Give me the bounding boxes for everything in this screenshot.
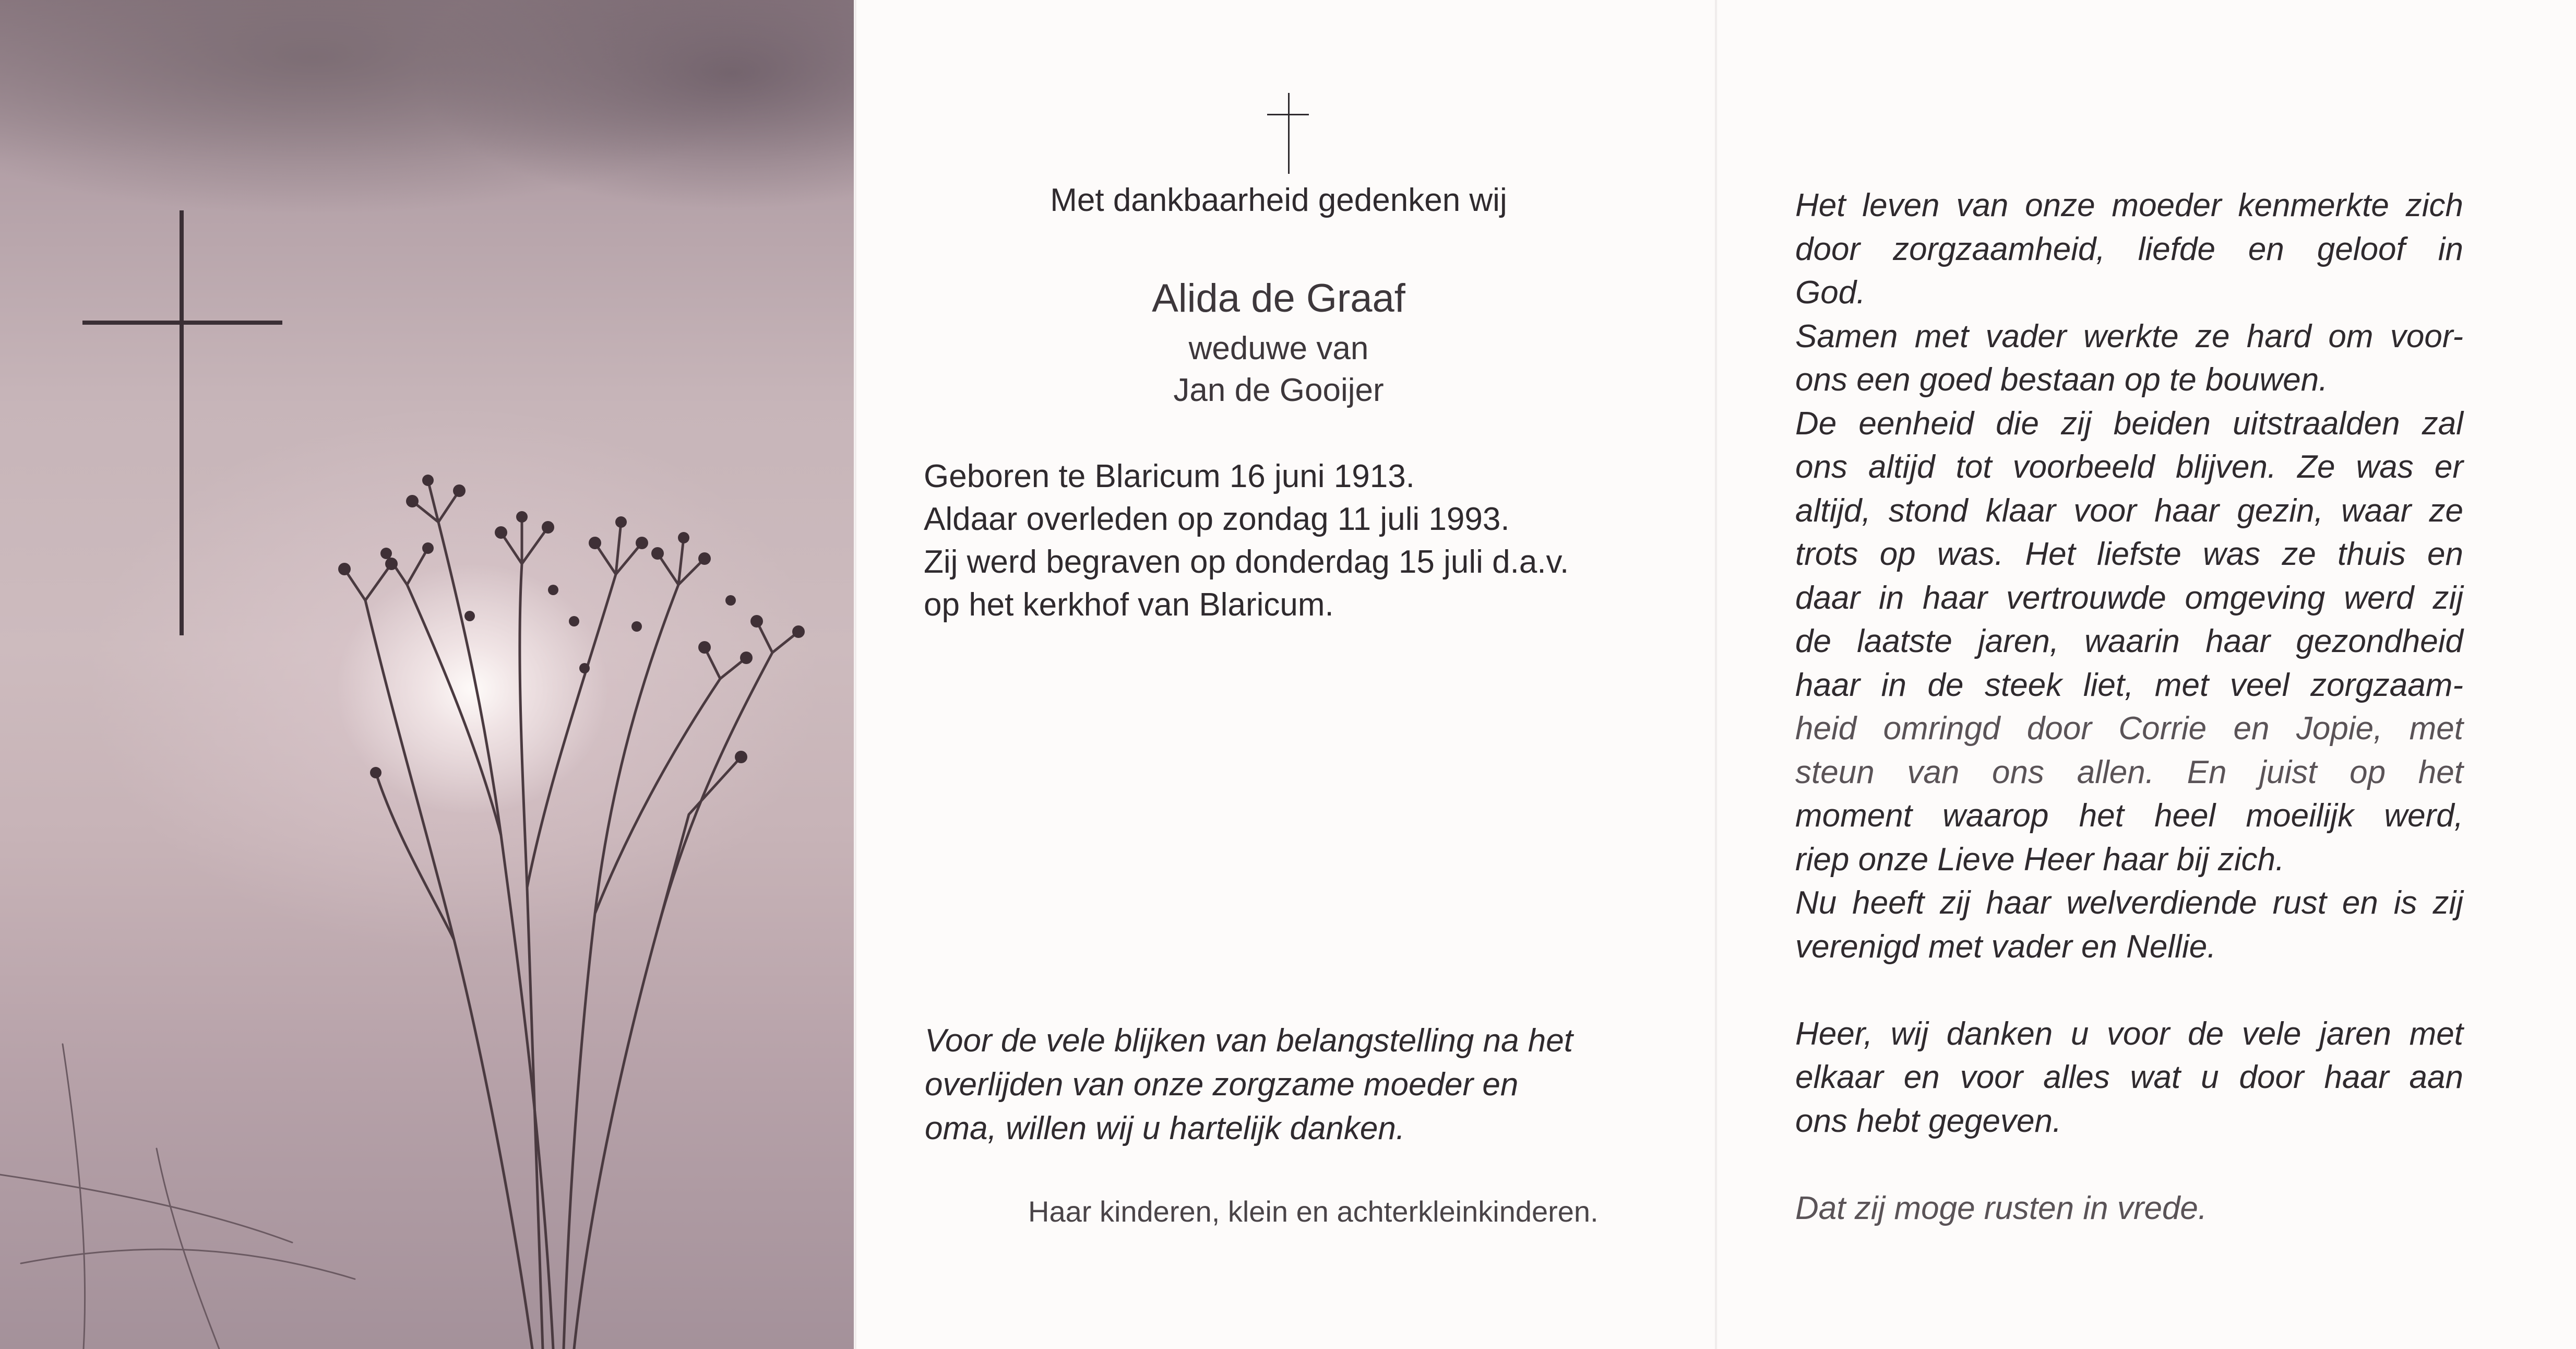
memorial-photo [0,0,854,1349]
thanks-line: Voor de vele blijken van belangstelling na het [925,1023,1573,1059]
tribute-line: God. [1795,275,1866,311]
tribute-line: verenigd met vader en Nellie. [1795,928,2216,965]
tribute-line: heid omringd door Corrie en Jopie, met [1795,711,2463,747]
tribute-line: steun van ons allen. En juist op het [1795,754,2463,790]
cross-icon [1267,93,1309,176]
tribute-line: altijd, stond klaar voor haar gezin, waar ze [1795,492,2463,529]
paragraph-gap [1795,968,2463,1012]
tribute-line: daar in haar vertrouwde omgeving werd zij [1795,579,2463,616]
tribute-line: trots op was. Het liefste was ze thuis en [1795,536,2463,572]
thanks-line: oma, willen wij u hartelijk danken. [925,1110,1405,1146]
tribute-line: riep onze Lieve Heer haar bij zich. [1795,841,2285,878]
photo-artwork [0,0,854,1349]
tribute-line: Het leven van onze moeder kenmerkte zich [1795,187,2463,223]
tribute-line: de laatste jaren, waarin haar gezondheid [1795,623,2463,659]
tribute-line: ons altijd tot voorbeeld blijven. Ze was er [1795,449,2463,485]
tribute-line: Nu heeft zij haar welverdiende rust en is zij [1795,885,2463,921]
flower-buds [338,475,805,778]
tribute-line: moment waarop het heel moeilijk werd, [1795,798,2463,834]
life-facts [924,455,1569,626]
card-fold [1714,0,1718,1349]
prayer-line: elkaar en voor alles wat u door haar aan [1795,1059,2463,1095]
tribute-line: haar in de steek liet, met veel zorgzaam- [1795,667,2463,703]
deceased-name: Alida de Graaf [1152,276,1405,321]
card-edge [854,0,857,1349]
paragraph-gap [1795,1143,2463,1187]
thanks-line: overlijden van onze zorgzame moeder en [925,1067,1519,1103]
tribute-line: ons een goed bestaan op te bouwen. [1795,362,2328,398]
family-signature: Haar kinderen, klein en achterkleinkinderen. [1028,1195,1599,1228]
tribute-line: De eenheid die zij beiden uitstraalden zal [1795,405,2463,442]
prayer-line: Heer, wij danken u voor de vele jaren met [1795,1015,2463,1052]
burial-place-line: op het kerkhof van Blaricum. [924,587,1334,623]
relation-text: weduwe van [1188,330,1369,366]
plant-silhouette [0,480,798,1349]
prayer-line: ons hebt gegeven. [1795,1103,2062,1139]
burial-line: Zij werd begraven op donderdag 15 juli d.a.v. [924,544,1569,580]
death-line: Aldaar overleden op zondag 11 juli 1993. [924,501,1510,537]
intro-text: Met dankbaarheid gedenken wij [1050,182,1507,218]
cross-icon [82,210,282,635]
tribute-text [1795,184,2463,1230]
spouse-name: Jan de Gooijer [1173,372,1384,408]
tribute-line: door zorgzaamheid, liefde en geloof in [1795,231,2463,267]
tribute-line: Samen met vader werkte ze hard om voor- [1795,318,2463,354]
thanks-text [925,1019,1573,1151]
birth-line: Geboren te Blaricum 16 juni 1913. [924,458,1415,494]
closing-line: Dat zij moge rusten in vrede. [1795,1190,2208,1226]
